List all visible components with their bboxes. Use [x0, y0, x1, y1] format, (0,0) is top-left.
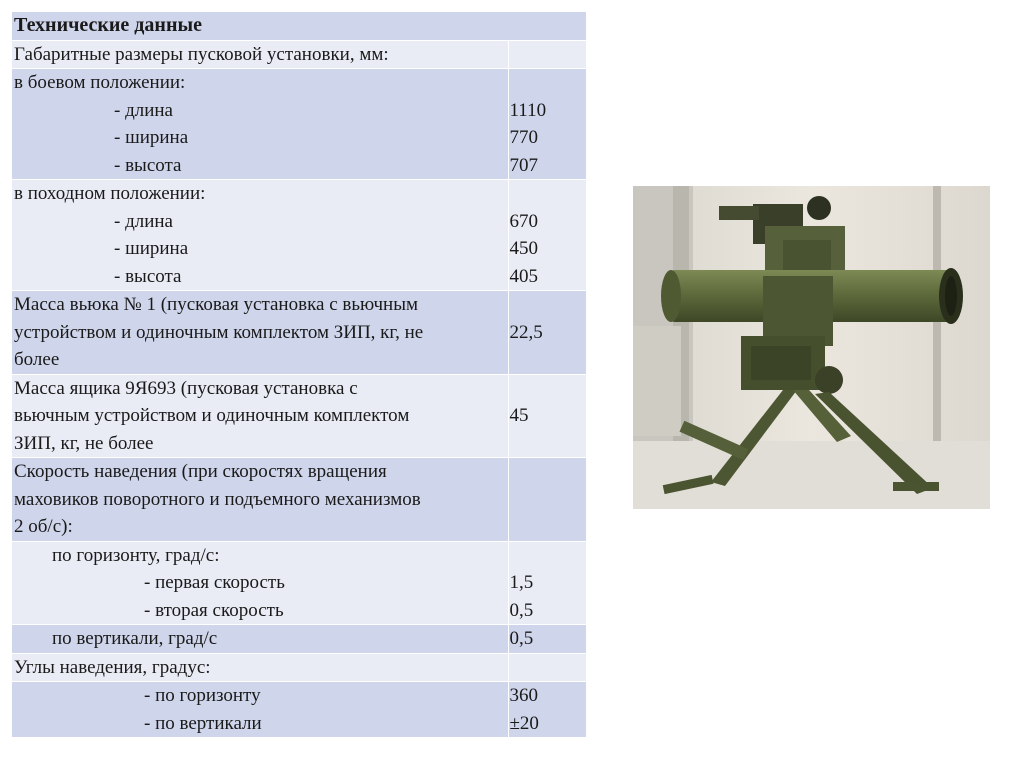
- spec-values: 360 ±20: [508, 682, 586, 738]
- table-row: [12, 458, 586, 542]
- table-row: [12, 682, 586, 738]
- spec-label: Масса ящика 9Я693 (пусковая установка с вьючным устройством и одиночным комплектом ЗИП, кг, не более: [12, 374, 508, 458]
- table-row: [12, 180, 586, 291]
- spec-label: Углы наведения, градус:: [12, 653, 508, 682]
- table-row: [12, 653, 586, 682]
- spec-group-label: в походном положении: - длина - ширина - высота: [12, 180, 508, 291]
- spec-label: Масса вьюка № 1 (пусковая установка с вьючным устройством и одиночным комплектом ЗИП, кг, не более: [12, 291, 508, 375]
- spec-group-label: по горизонту, град/с: - первая скорость - вторая скорость: [12, 541, 508, 625]
- table-title: Технические данные: [12, 12, 586, 40]
- spec-group-label: - по горизонту - по вертикали: [12, 682, 508, 738]
- spec-label: Габаритные размеры пусковой установки, мм:: [12, 40, 508, 69]
- specs-table: [12, 12, 586, 738]
- launcher-photo: [633, 186, 990, 509]
- spec-value: [508, 458, 586, 542]
- spec-value: [508, 40, 586, 69]
- spec-value: 22,5: [508, 291, 586, 375]
- table-header-row: [12, 12, 586, 40]
- table-row: [12, 291, 586, 375]
- spec-values: 1,5 0,5: [508, 541, 586, 625]
- spec-values: 1110 770 707: [508, 69, 586, 180]
- table-row: [12, 625, 586, 654]
- spec-value: 0,5: [508, 625, 586, 654]
- spec-group-label: в боевом положении: - длина - ширина - высота: [12, 69, 508, 180]
- spec-values: 670 450 405: [508, 180, 586, 291]
- spec-value: 45: [508, 374, 586, 458]
- spec-label: Скорость наведения (при скоростях вращения маховиков поворотного и подъемного механизмов 2 об/с):: [12, 458, 508, 542]
- launcher-illustration: [633, 186, 990, 509]
- spec-label: по вертикали, град/с: [12, 625, 508, 654]
- table-row: [12, 541, 586, 625]
- table-row: [12, 69, 586, 180]
- table-row: [12, 374, 586, 458]
- table-row: [12, 40, 586, 69]
- spec-value: [508, 653, 586, 682]
